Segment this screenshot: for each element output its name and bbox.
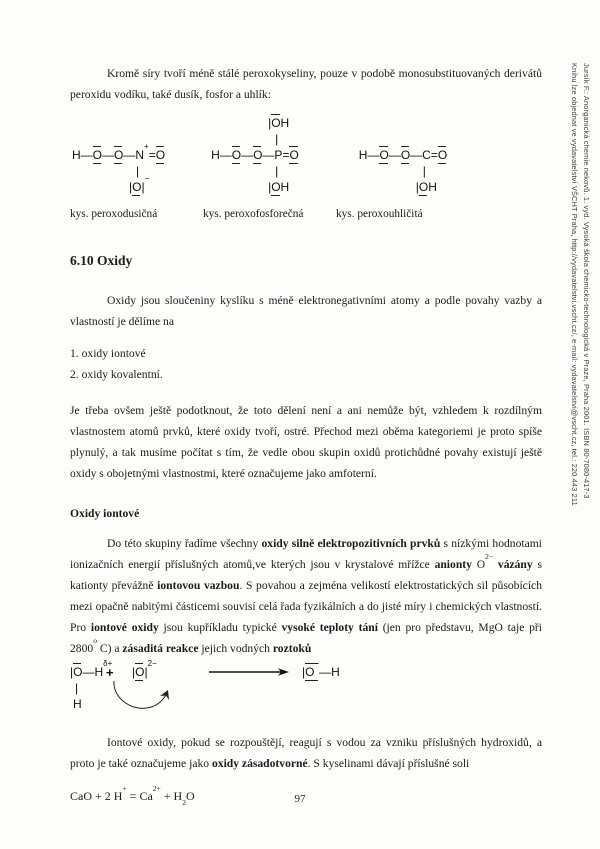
proton-transfer-curved-arrow-icon: [110, 679, 174, 721]
atom-glyph: =: [148, 148, 156, 162]
atom-glyph: C: [422, 148, 431, 162]
citation-line: Jursík F.: Anorganická chemie nekovů. 1. vyd. Vysoká škola chemicko-technologická v Praze, Praha 2001. ISBN 80-7080-417-3: [582, 63, 591, 499]
atom-glyph: —: [262, 148, 275, 162]
atom-glyph: |: [75, 681, 79, 695]
structure-labels-row: [70, 208, 542, 220]
atom-glyph: O: [271, 116, 281, 130]
ordering-info-line: Knihu lze objednat ve vydavatelství VŠCHT Praha, http://vydavatelstvi.vscht.cz/, e-mail: vydavatelstvi@vscht.cz, tel.: 220 443 211: [570, 63, 580, 506]
atom-glyph: |: [302, 665, 306, 679]
atom-glyph: =: [430, 148, 438, 162]
page-number: 97: [294, 793, 306, 805]
paragraph-oxides-definition: Oxidy jsou sloučeniny kyslíku s méně elektronegativními atomy a podle povahy vazby a vlastností je dělíme na: [70, 294, 542, 328]
atom-glyph: —: [241, 148, 254, 162]
atom-glyph: |: [136, 164, 140, 178]
hydroxide-product-structure: [302, 659, 340, 681]
atom-glyph: —: [80, 148, 93, 162]
atom-glyph: O −: [305, 659, 320, 679]
paragraph-intro: Kromě síry tvoří méně stálé peroxokyseliny, pouze v podobě monosubstituovaných derivátů peroxidu vodíku, také dusík, fosfor a uhlík:: [70, 67, 542, 101]
atom-glyph: O: [271, 180, 281, 194]
atom-glyph: |: [268, 180, 272, 194]
atom-glyph: H: [358, 148, 368, 162]
atom-glyph: |: [129, 180, 133, 194]
paragraph-hydrolysis: Iontové oxidy, pokud se rozpouštějí, reagují s vodou za vzniku příslušných hydroxidů, a proto je také označujeme jako oxidy zásadotvorné. S kyselinami dávají příslušné soli: [70, 736, 542, 770]
atom-glyph: —: [388, 148, 401, 162]
atom-glyph: |: [275, 164, 279, 178]
atom-glyph: |: [415, 180, 419, 194]
cao-equation: CaO + 2 $H^+ = Ca^{2+} + H_2O$: [70, 784, 195, 808]
atom-glyph: O: [437, 148, 448, 162]
atom-glyph: O: [400, 148, 411, 162]
paragraph-ionic-oxides: Do této skupiny řadíme všechny oxidy silně elektropozitivních prvků s nízkými hodnotami ionizačních energií příslušných atomů,ve kterých jsou v krystalové mřížce anionty $O^{2-}$ vázány s kationty převážně iontovou vazbou. S povahou a zejména velikostí elektrostatických sil působících mezi opačně nabitými částicemi souvisí celá řada fyzikálních a do jisté míry i chemických vlastností. Pro iontové oxidy jsou kupříkladu typické vysoké teploty tání (jen pro představu, MgO taje při 2800$^o$ C) a zásaditá reakce jejich vodných roztoků: [70, 537, 543, 655]
atom-glyph: O: [155, 148, 166, 162]
atom-glyph: |−: [141, 174, 150, 194]
peroxo-acid-structures: [70, 116, 542, 202]
atom-glyph: O: [253, 148, 263, 162]
atom-glyph: H: [280, 116, 290, 130]
list-item-covalent: 2. oxidy kovalentní.: [70, 368, 163, 381]
structure-label-peroxophosphoric: kys. peroxofosforečná: [203, 208, 304, 220]
atom-glyph: O: [73, 665, 83, 679]
atom-glyph: —: [367, 148, 380, 162]
atom-glyph: —: [219, 148, 232, 162]
atom-glyph: |: [132, 665, 136, 679]
atom-glyph: O: [289, 148, 299, 162]
atom-glyph: H: [280, 180, 290, 194]
atom-glyph: O: [92, 148, 103, 162]
structure-label-peroxonitric: kys. peroxodusičná: [70, 208, 158, 220]
paragraph-division-note: Je třeba ovšem ještě podotknout, že toto dělení není a ani nemůže být, vzhledem k rozdílným vlastnostem atomů prvků, které oxidy tvoří, ostré. Přechod mezi oběma kategoriemi je proto spíše plynulý, a tak musíme počítat s tím, že vedle obou skupin oxidů protichůdné povahy existují ještě oxidy s obojetnými vlastnostmi, které označujeme jako amfoterní.: [70, 404, 542, 480]
atom-glyph: =: [282, 148, 290, 162]
atom-glyph: —: [102, 148, 115, 162]
atom-glyph: —: [319, 665, 332, 679]
atom-glyph: —: [82, 665, 95, 679]
atom-glyph: O: [231, 148, 242, 162]
section-heading-oxidy: 6.10 Oxidy: [70, 253, 133, 268]
atom-glyph: —: [410, 148, 423, 162]
atom-glyph: O: [418, 180, 429, 194]
atom-glyph: $|^{2-}$: [144, 659, 157, 679]
list-item-ionic: 1. oxidy iontové: [70, 347, 146, 360]
structure-peroxonitric-acid: [72, 142, 166, 196]
atom-glyph: O: [132, 180, 142, 194]
structure-peroxocarbonic-acid: [359, 148, 447, 196]
atom-glyph: H: [72, 148, 81, 162]
oxide-types-list: [70, 343, 542, 385]
atom-glyph: N+: [135, 142, 149, 162]
book-citation-sidebar: [569, 63, 592, 506]
atom-glyph: |: [422, 164, 426, 178]
atom-glyph: O: [114, 148, 124, 162]
atom-glyph: —: [123, 148, 136, 162]
atom-glyph: |: [268, 116, 272, 130]
page-content-column: [70, 0, 542, 807]
subsection-heading-ionic-oxides: Oxidy iontové: [70, 507, 140, 520]
atom-glyph: P: [274, 148, 283, 162]
atom-glyph: O: [379, 148, 389, 162]
atom-glyph: H: [73, 697, 82, 711]
atom-glyph: |: [275, 132, 279, 146]
atom-glyph: H: [211, 148, 220, 162]
reaction-arrow-icon: [208, 665, 290, 679]
structure-label-peroxocarbonic: kys. peroxouhličitá: [336, 208, 423, 220]
atom-glyph: O: [135, 665, 145, 679]
structure-peroxophosphoric-acid: [211, 116, 299, 196]
atom-glyph: H: [428, 180, 437, 194]
atom-glyph: H: [331, 665, 340, 679]
plus-sign: +: [106, 665, 114, 680]
atom-glyph: |: [70, 665, 74, 679]
hydrolysis-reaction-scheme: [70, 659, 542, 723]
atom-glyph: $H^{\delta+}$: [94, 659, 113, 679]
